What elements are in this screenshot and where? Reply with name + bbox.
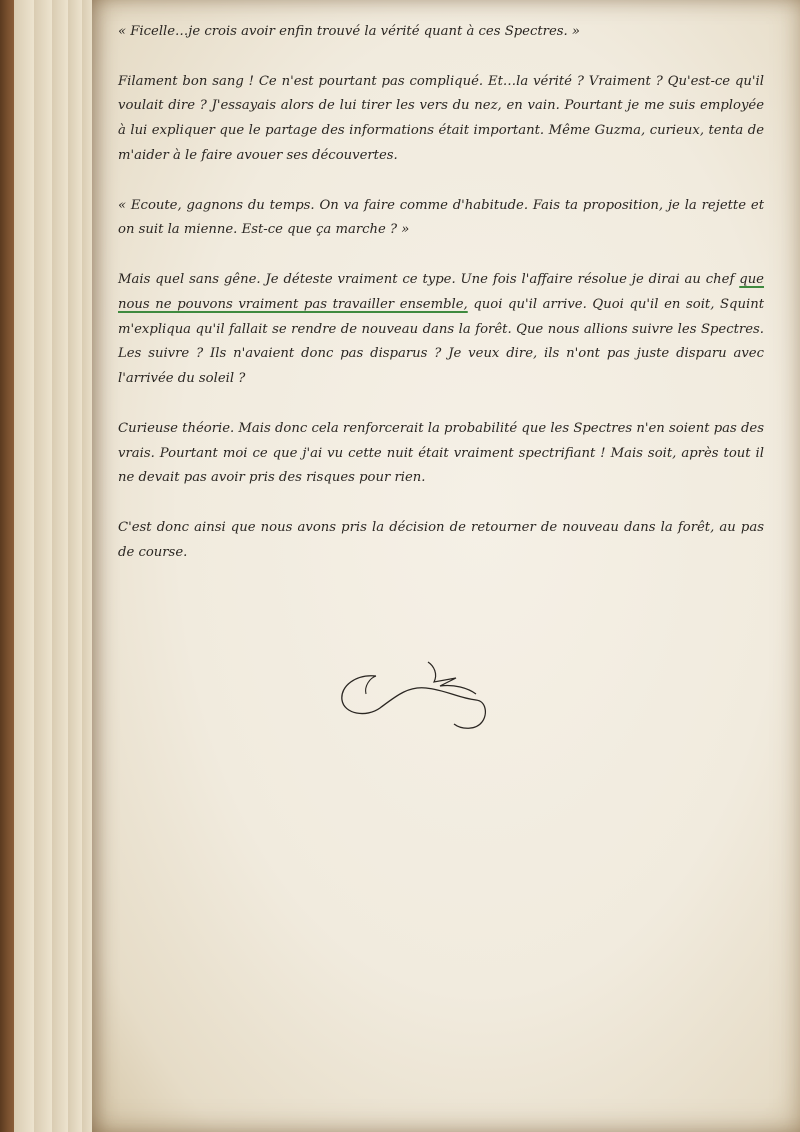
paragraph-2: Filament bon sang ! Ce n'est pourtant pas compliqué. Et…la vérité ? Vraiment ? Qu'est-ce qu'il voulait dire ? J'essayais alors de lui tirer les vers du nez, en vain. Pourtant je me suis employée à lui expliquer que le partage des informations était important. Même Guzma, curieux, tenta de m'aider à le faire avouer ses découvertes. xyxy=(118,73,764,163)
paragraph-4 xyxy=(118,268,764,392)
paragraph-4-start: Mais quel sans gêne. Je déteste vraiment ce type. Une fois l'affaire résolue je dirai au chef xyxy=(118,271,740,287)
book-page-edges xyxy=(0,0,95,1132)
paragraph-6: C'est donc ainsi que nous avons pris la décision de retourner de nouveau dans la forêt, au pas de course. xyxy=(118,519,764,560)
book-cover-edge xyxy=(0,0,14,1132)
paragraph-5: Curieuse théorie. Mais donc cela renforcerait la probabilité que les Spectres n'en soient pas des vrais. Pourtant moi ce que j'ai vu cette nuit était vraiment spectrifiant ! Mais soit, après tout il ne devait pas avoir pris des risques pour rien. xyxy=(118,420,764,486)
paragraph-3: « Ecoute, gagnons du temps. On va faire comme d'habitude. Fais ta proposition, je la rejette et on suit la mienne. Est-ce que ça marche ? » xyxy=(118,197,764,238)
flourish-divider-icon xyxy=(336,656,496,736)
underlined-phrase: que nous ne pouvons vraiment pas travailler ensemble, xyxy=(118,271,764,312)
paragraph-4-end: quoi qu'il arrive. Quoi qu'il en soit, Squint m'expliqua qu'il fallait se rendre de nouveau dans la forêt. Que nous allions suivre les Spectres. Les suivre ? Ils n'avaient donc pas disparus ? Je veux dire, ils n'ont pas juste disparu avec l'arrivée du soleil ? xyxy=(118,296,764,387)
paragraph-1: « Ficelle…je crois avoir enfin trouvé la vérité quant à ces Spectres. » xyxy=(118,24,580,39)
book-page xyxy=(92,0,800,1132)
page-text xyxy=(118,20,764,590)
